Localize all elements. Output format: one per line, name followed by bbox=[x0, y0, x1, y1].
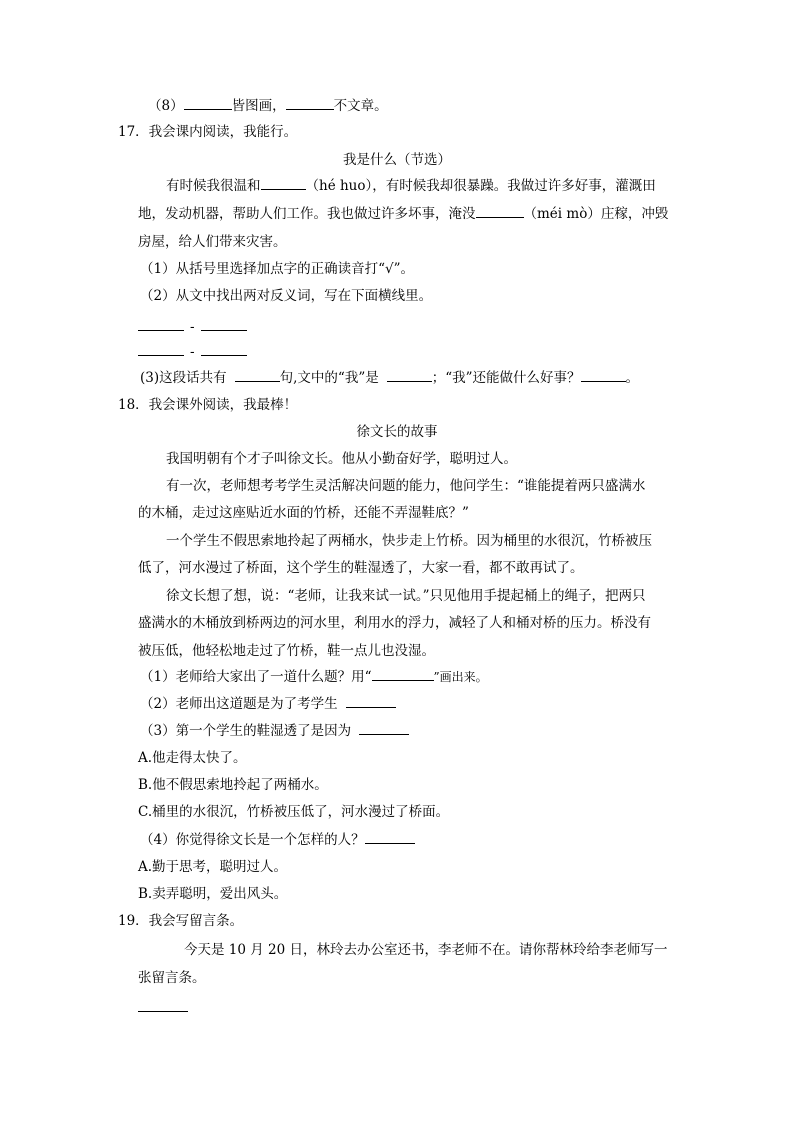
q18-question-4 bbox=[140, 830, 415, 850]
q16-item8-blank-1[interactable] bbox=[184, 97, 232, 110]
q18-passage-line: 被压低，他轻松地走过了竹桥，鞋一点儿也没湿。 bbox=[138, 643, 435, 659]
q18-q4-blank[interactable] bbox=[365, 831, 415, 844]
q17-p2-text-b: （méi mò）庄稼，冲毁 bbox=[523, 206, 669, 222]
q17-header: 17．我会课内阅读，我能行。 bbox=[118, 124, 298, 140]
q17-antonym-dash: - bbox=[190, 344, 195, 360]
q17-antonym-pair-2 bbox=[138, 342, 247, 362]
q18-passage-line: 低了，河水漫过了桥面，这个学生的鞋湿透了，大家一看，都不敢再试了。 bbox=[138, 560, 584, 576]
q18-q4-text: （4）你觉得徐文长是一个怎样的人？ bbox=[140, 832, 365, 848]
q17-p2-blank[interactable] bbox=[476, 205, 524, 218]
q18-passage-line: 盛满水的木桶放到桥两边的河水里，利用水的浮力，减轻了人和桶对桥的压力。桥没有 bbox=[138, 615, 651, 631]
q17-q3-blank-1[interactable] bbox=[235, 369, 280, 382]
q16-item8-num: （8） bbox=[148, 98, 184, 114]
q17-p2-text-a: 地，发动机器，帮助人们工作。我也做过许多坏事，淹没 bbox=[138, 206, 476, 222]
q18-passage-line: 徐文长想了想，说：“老师，让我来试一试。”只见他用手提起桶上的绳子，把两只 bbox=[166, 588, 646, 604]
q17-passage-title: 我是什么（节选） bbox=[343, 152, 451, 168]
q18-q3-text: （3）第一个学生的鞋湿透了是因为 bbox=[140, 723, 352, 739]
q18-header: 18．我会课外阅读，我最棒！ bbox=[118, 397, 298, 413]
q18-question-3 bbox=[140, 721, 409, 741]
q17-q3-text-b: 句,文中的“我”是 bbox=[279, 370, 379, 386]
q19-prompt-line-2: 张留言条。 bbox=[138, 970, 206, 986]
q18-passage-line: 有一次，老师想考考学生灵活解决问题的能力，他问学生：“谁能提着两只盛满水 bbox=[166, 478, 646, 494]
q17-antonym-1a-blank[interactable] bbox=[138, 318, 184, 331]
q18-q3-option-a[interactable]: A.他走得太快了。 bbox=[138, 750, 247, 766]
q17-p1-blank[interactable] bbox=[261, 177, 306, 190]
q19-answer-blank[interactable] bbox=[138, 999, 188, 1012]
q17-antonym-pair-1 bbox=[138, 317, 247, 337]
q18-q3-option-b[interactable]: B.他不假思索地拎起了两桶水。 bbox=[138, 777, 328, 793]
q16-item8-blank-2[interactable] bbox=[286, 97, 334, 110]
q18-q3-option-c[interactable]: C.桶里的水很沉，竹桥被压低了，河水漫过了桥面。 bbox=[138, 804, 450, 820]
q16-item8-end: 不文章。 bbox=[333, 98, 388, 114]
q16-item8-mid: 皆图画， bbox=[231, 98, 286, 114]
q17-q3-blank-2[interactable] bbox=[387, 369, 432, 382]
q18-passage-line: 的木桶，走过这座贴近水面的竹桥，还能不弄湿鞋底？” bbox=[138, 505, 469, 521]
q17-antonym-2a-blank[interactable] bbox=[138, 343, 184, 356]
q17-antonym-1b-blank[interactable] bbox=[201, 318, 247, 331]
q17-p1-text-b: （hé huo），有时候我却很暴躁。我做过许多好事，灌溉田 bbox=[305, 178, 656, 194]
q19-header: 19．我会写留言条。 bbox=[118, 913, 244, 929]
q18-q3-blank[interactable] bbox=[359, 722, 409, 735]
q18-question-1 bbox=[140, 667, 488, 687]
q17-passage-line-3: 房屋，给人们带来灾害。 bbox=[138, 234, 287, 250]
q18-q2-blank[interactable] bbox=[346, 695, 396, 708]
q17-antonym-dash: - bbox=[190, 319, 195, 335]
q18-q1-blank[interactable] bbox=[372, 668, 434, 681]
q17-question-1: （1）从括号里选择加点字的正确读音打“√”。 bbox=[140, 261, 414, 277]
q18-question-2 bbox=[140, 694, 396, 714]
q17-q3-text-c: ；“我”还能做什么好事？ bbox=[431, 370, 581, 386]
q17-question-2: （2）从文中找出两对反义词，写在下面横线里。 bbox=[140, 288, 433, 304]
q17-p1-text-a: 有时候我很温和 bbox=[166, 178, 261, 194]
q17-question-3 bbox=[140, 368, 639, 388]
q17-q3-text-a: (3)这段话共有 bbox=[140, 370, 227, 386]
q18-q4-option-b[interactable]: B.卖弄聪明，爱出风头。 bbox=[138, 886, 288, 902]
q17-q3-blank-3[interactable] bbox=[581, 369, 626, 382]
q18-passage-line: 一个学生不假思索地拎起了两桶水，快步走上竹桥。因为桶里的水很沉，竹桥被压 bbox=[166, 533, 652, 549]
q19-prompt-line-1: 今天是 10 月 20 日，林玲去办公室还书，李老师不在。请你帮林玲给李老师写一 bbox=[184, 942, 668, 958]
q19-answer-line[interactable] bbox=[138, 998, 188, 1018]
q17-passage-line-1 bbox=[166, 176, 656, 196]
q18-q2-text: （2）老师出这道题是为了考学生 bbox=[140, 696, 338, 712]
q18-q1-text-a: （1）老师给大家出了一道什么题？用“ bbox=[140, 669, 372, 685]
q18-q1-text-b: ”画出来。 bbox=[433, 670, 488, 684]
q18-passage-line: 我国明朝有个才子叫徐文长。他从小勤奋好学，聪明过人。 bbox=[166, 451, 517, 467]
q18-q4-option-a[interactable]: A.勤于思考，聪明过人。 bbox=[138, 859, 288, 875]
q17-q3-text-d: 。 bbox=[625, 370, 640, 386]
q18-passage-title: 徐文长的故事 bbox=[356, 424, 438, 440]
q17-passage-line-2 bbox=[138, 204, 668, 224]
q16-item8 bbox=[148, 96, 388, 116]
q17-antonym-2b-blank[interactable] bbox=[201, 343, 247, 356]
